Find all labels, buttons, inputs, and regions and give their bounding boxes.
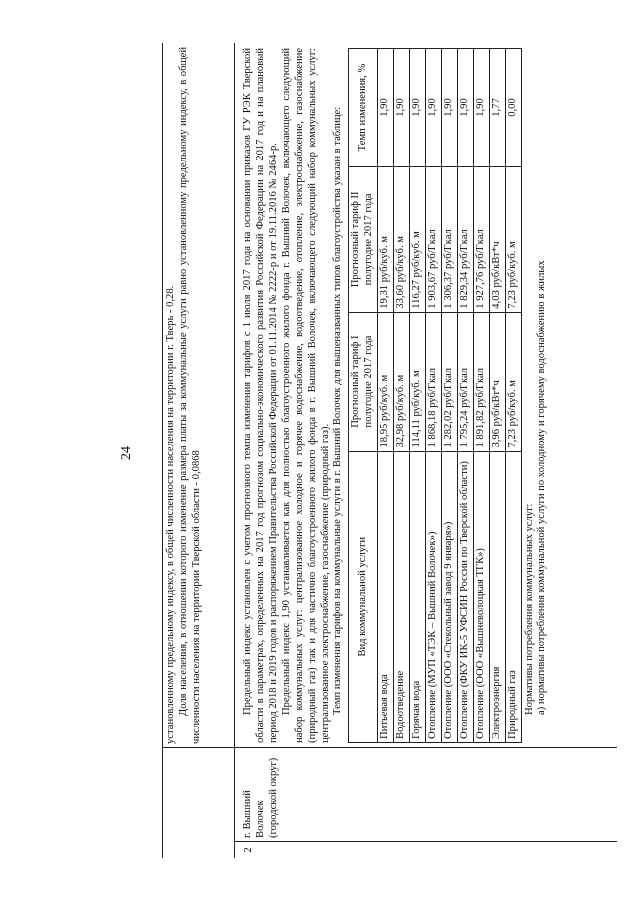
previous-row-continuation xyxy=(162,43,234,748)
cell-service: Горячая вода xyxy=(410,451,426,742)
cell-rate: 1,90 xyxy=(473,49,489,167)
continuation-paragraph: Доля населения, в отношении которого изменение размера платы за коммунальные услуги равно установленному предельному индексу, в общей численности населения на территории Тверской области - 0,0868 xyxy=(177,47,202,744)
table-row xyxy=(473,49,489,743)
header-rate: Темп изменения, % xyxy=(349,49,378,167)
cell-service: Отопление (ООО «Вышневолоцкая ТГК») xyxy=(473,451,489,742)
table-row xyxy=(441,49,457,743)
row-description xyxy=(236,43,617,748)
rotated-document-sheet xyxy=(162,43,617,858)
page-number: 24 xyxy=(119,445,134,460)
cell-rate: 0,00 xyxy=(505,49,521,167)
cell-tariff-h2: 1 903,67 руб/Гкал xyxy=(425,167,441,313)
cell-tariff-h1: 1 795,24 руб/Гкал xyxy=(457,312,473,451)
cell-service: Отопление (ООО «Стекольный завод 9 января») xyxy=(441,451,457,742)
tariff-table xyxy=(348,48,521,743)
cell-tariff-h2: 7,23 руб/куб. м xyxy=(505,167,521,313)
cell-service: Питьевая вода xyxy=(378,451,394,742)
header-service: Вид коммунальной услуги xyxy=(349,451,378,742)
table-row xyxy=(505,49,521,743)
cell-tariff-h2: 19,31 руб/куб. м xyxy=(378,167,394,313)
paragraph-3: Темп изменения тарифов на коммунальные услуги в г. Вышний Волочек для вышеназванных типов благоустройства указан в таблице: xyxy=(332,106,344,715)
row-number-cell xyxy=(234,842,617,858)
cell-tariff-h1: 114,11 руб/куб. м xyxy=(410,312,426,451)
table-row xyxy=(457,49,473,743)
paragraph-1: Предельный индекс установлен с учетом прогнозного темпа изменения тарифов с 1 июля 2017 года на основании приказов ГУ РЭК Тверской области в параметрах, определенных на 2017 год прогнозом социально-экономического развития Российской Федерации на 2017 год и на плановый период 2018 и 2019 годов и распоряжением Правительства Российской Федерации от 01.11.2014 № 2222-р и от 19.11.2016 № 2464-р. xyxy=(242,48,279,743)
cell-tariff-h2: 1 927,76 руб/Гкал xyxy=(473,167,489,313)
continuation-line: установленному предельному индексу, в общей численности населения на территории г. Тверь - 0,28. xyxy=(165,285,176,744)
cell-tariff-h1: 1 282,02 руб/Гкал xyxy=(441,312,457,451)
table-row xyxy=(378,49,394,743)
cell-rate: 1,90 xyxy=(410,49,426,167)
norms-item-a: а) нормативы потребления коммунальной услуги по холодному и горячему водоснабжению в жилых xyxy=(536,260,548,715)
cell-tariff-h2: 1 829,34 руб/Гкал xyxy=(457,167,473,313)
cell-rate: 1,90 xyxy=(441,49,457,167)
municipality-cell xyxy=(236,748,306,842)
cell-tariff-h2: 1 306,37 руб/Гкал xyxy=(441,167,457,313)
cell-tariff-h2: 4,03 руб/кВт*ч xyxy=(489,167,505,313)
cell-service: Электроэнергия xyxy=(489,451,505,742)
cell-tariff-h1: 18,95 руб/куб. м xyxy=(378,312,394,451)
cell-tariff-h2: 116,27 руб/куб. м xyxy=(410,167,426,313)
cell-tariff-h1: 1 891,82 руб/Гкал xyxy=(473,312,489,451)
municipality-name: г. Вышний Волочек (городской округ) xyxy=(242,757,279,838)
cell-tariff-h1: 32,98 руб/куб. м xyxy=(394,312,410,451)
cell-service: Водоотведение xyxy=(394,451,410,742)
table-header-row xyxy=(349,49,378,743)
table-row xyxy=(394,49,410,743)
paragraph-2: Предельный индекс 1,90 устанавливается как для полностью благоустроенного жилого фонда г. Вышний Волочек, включающего следующий набор коммунальных услуг: централизованное холодное и горячее водоснабжение, водоотведение, отопление, электроснабжение, газоснабжение (природный газ) так и для частично благоустроенного жилого фонда в г. Вышний Волочек, включающего следующий набор коммунальных услуг: централизованное электроснабжение, газоснабжение (природный газ). xyxy=(280,48,331,743)
table-row xyxy=(425,49,441,743)
cell-rate: 1,90 xyxy=(425,49,441,167)
cell-tariff-h1: 7,23 руб/куб. м xyxy=(505,312,521,451)
norms-title: Нормативы потребления коммунальных услуг: xyxy=(523,503,535,715)
header-tariff-h1: Прогнозный тариф I полугодие 2017 года xyxy=(349,312,378,451)
cell-service: Отопление (МУП «ТЭК – Вышний Волочек») xyxy=(425,451,441,742)
table-row xyxy=(489,49,505,743)
cell-service: Природный газ xyxy=(505,451,521,742)
cell-tariff-h2: 33,60 руб/куб. м xyxy=(394,167,410,313)
cell-rate: 1,90 xyxy=(457,49,473,167)
cell-tariff-h1: 1 868,18 руб/Гкал xyxy=(425,312,441,451)
cell-rate: 1,90 xyxy=(394,49,410,167)
cell-rate: 1,77 xyxy=(489,49,505,167)
header-tariff-h2: Прогнозный тариф II полугодие 2017 года xyxy=(349,167,378,313)
cell-tariff-h1: 3,96 руб/кВт*ч xyxy=(489,312,505,451)
cell-service: Отопление (ФКУ ИК-5 УФСИН России по Тверской области) xyxy=(457,451,473,742)
table-row xyxy=(410,49,426,743)
cell-rate: 1,90 xyxy=(378,49,394,167)
row-number: 2 xyxy=(242,847,254,853)
